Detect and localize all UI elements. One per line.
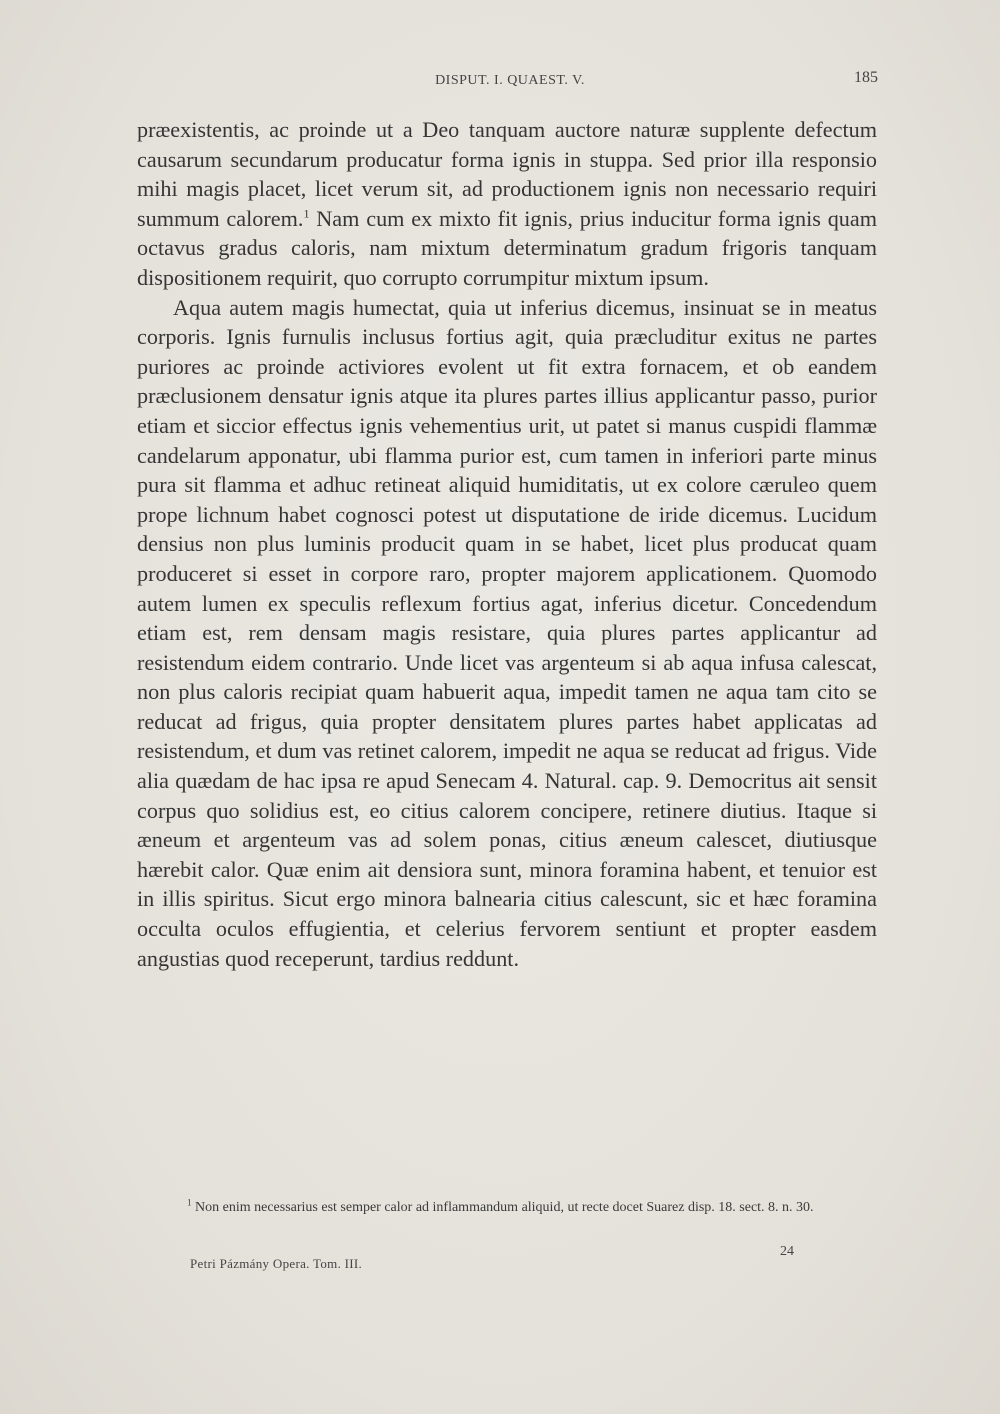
printer-signature: Petri Pázmány Opera. Tom. III. bbox=[190, 1256, 363, 1271]
footnote-marker: 1 bbox=[187, 1197, 192, 1208]
footnote bbox=[137, 1198, 877, 1218]
footnote-reference: 1 bbox=[303, 206, 310, 221]
signature-number: 24 bbox=[780, 1244, 794, 1259]
footnote-text: Non enim necessarius est semper calor ad inflammandum aliquid, ut recte docet Suarez disp. 18. sect. 8. n. 30. bbox=[195, 1200, 814, 1215]
running-head bbox=[140, 69, 880, 97]
running-title: DISPUT. I. QUAEST. V. bbox=[435, 73, 585, 88]
paragraph-2: Aqua autem magis humectat, quia ut inferius dicemus, insinuat se in meatus corporis. Ignis furnulis inclusus fortius agit, quia præcluditur exitus ne partes puriores ac proinde activiores evolent ut fit extra fornacem, et ob eandem præclusionem densatur ignis atque ita plures partes illius applicantur passo, purior etiam et siccior effectus ignis vehementius urit, ut patet si manus cuspidi flammæ candelarum apponatur, ubi flamma purior est, cum tamen in inferiori parte minus pura sit flamma et adhuc retineat aliquid humiditatis, ut ex colore cæruleo quem prope lichnum habet cognosci potest ut disputatione de iride dicemus. Lucidum densius non plus luminis producit quam in se habet, licet plus producat quam produceret si esset in corpore raro, propter majorem applicationem. Quomodo autem lumen ex speculis reflexum fortius agat, inferius dicetur. Concedendum etiam est, rem densam magis resistare, quia plures partes applicantur ad resistendum eidem contrario. Unde licet vas argenteum si ab aqua infusa calescat, non plus caloris recipiat quam habuerit aqua, impedit tamen ne aqua tam cito se reducat ad frigus, quia propter densitatem plures partes habet applicatas ad resistendum, et dum vas retinet calorem, impedit ne aqua se reducat ad frigus. Vide alia quædam de hac ipsa re apud Senecam 4. Natural. cap. 9. Democritus ait sensit corpus quo solidius est, eo citius calorem concipere, retinere diutius. Itaque si æneum et argenteum vas ad solem ponas, citius æneum calescet, diutiusque hærebit calor. Quæ enim ait densiora sunt, minora foramina habent, et tenuior est in illis spiritus. Sicut ergo minora balnearia citius calescunt, sic et hæc foramina occulta oculos effugientia, et celerius fervorem sentiunt et propter easdem angustias quod receperunt, tardius reddunt. bbox=[137, 294, 877, 971]
paragraph-1 bbox=[137, 115, 877, 293]
page-number: 185 bbox=[854, 69, 878, 86]
body-text bbox=[137, 115, 877, 973]
paragraph-1-text: præexistentis, ac proinde ut a Deo tanquam auctore naturæ supplente defectum causarum secundarum producatur forma ignis in stuppa. Sed prior illa responsio mihi magis placet, licet verum sit, ad productionem ignis non necessario requiri summum calorem. bbox=[137, 117, 877, 231]
paragraph-1-continuation: Nam cum ex mixto fit ignis, prius inducitur forma ignis quam octavus gradus caloris, nam mixtum determinatum gradum frigoris tanquam dispositionem requirit, quo corrupto corrumpitur mixtum ipsum. bbox=[137, 205, 877, 290]
